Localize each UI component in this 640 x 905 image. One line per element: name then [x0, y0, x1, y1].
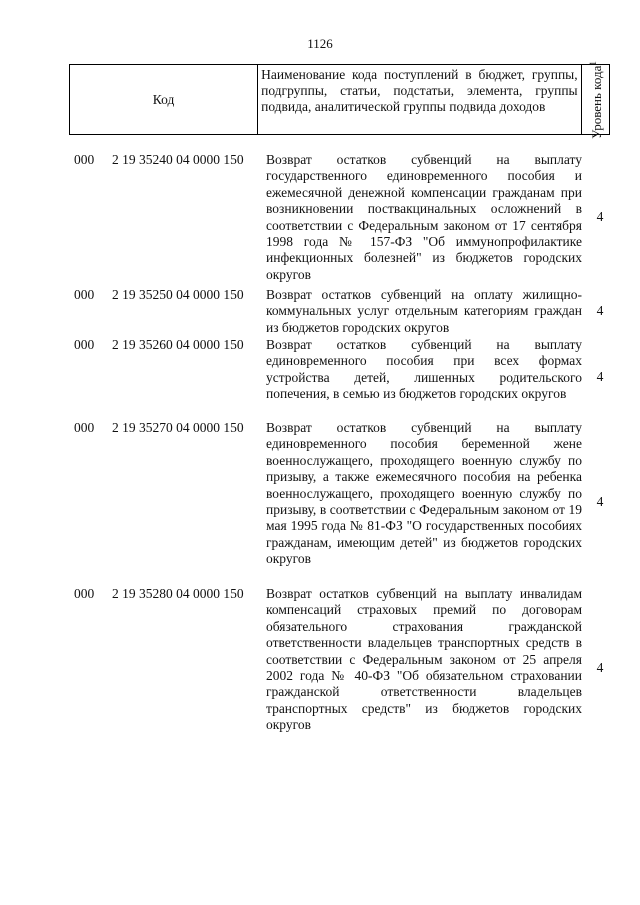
header-level-text: [587, 61, 603, 139]
admin-code: 000: [74, 337, 95, 352]
header-code: Код: [70, 65, 258, 135]
code-level: 4: [596, 303, 604, 318]
code-level: 4: [596, 369, 604, 384]
admin-code: 000: [74, 586, 95, 601]
revenue-name: Возврат остатков субвенций на выплату инвалидам компенсаций страховых премий по договорам обязательного страхования гражданской ответственности владельцев транспортных средств в соответствии с Федеральным законом от 25 апреля 2002 года № 40-ФЗ "Об обязательном страховании гражданской ответственности владельцев транспортных средств" из бюджетов городских округов: [266, 586, 582, 733]
admin-code: 000: [74, 152, 95, 167]
header-level: [581, 60, 609, 139]
code-level: 4: [596, 494, 604, 509]
code-level: 4: [596, 209, 604, 224]
revenue-code: 2 19 35280 04 0000 150: [112, 586, 244, 601]
footnote-marker: 1: [588, 60, 599, 66]
table-header: [69, 60, 610, 139]
header-name: Наименование кода поступлений в бюджет, группы, подгруппы, статьи, подстатьи, элемента, группы подвида, аналитической группы подвида доходов: [258, 65, 582, 135]
revenue-code: 2 19 35260 04 0000 150: [112, 337, 244, 352]
revenue-code: 2 19 35240 04 0000 150: [112, 152, 244, 167]
revenue-name: Возврат остатков субвенций на оплату жилищно-коммунальных услуг отдельным категориям граждан из бюджетов городских округов: [266, 287, 582, 335]
revenue-name: Возврат остатков субвенций на выплату государственного единовременного пособия и ежемесячной денежной компенсации гражданам при возникновении поствакцинальных осложнений в соответствии с Федеральным законом от 17 сентября 1998 года № 157-ФЗ "Об иммунопрофилактике инфекционных болезней" из бюджетов городских округов: [266, 152, 582, 282]
page-number: 1126: [307, 36, 333, 51]
revenue-code: 2 19 35270 04 0000 150: [112, 420, 244, 435]
code-level: 4: [596, 660, 604, 675]
admin-code: 000: [74, 287, 95, 302]
admin-code: 000: [74, 420, 95, 435]
revenue-code: 2 19 35250 04 0000 150: [112, 287, 244, 302]
revenue-name: Возврат остатков субвенций на выплату единовременного пособия беременной жене военнослужащего, проходящего военную службу по призыву, а также ежемесячного пособия на ребенка военнослужащего, проходящего военную службу по призыву, в соответствии с Федеральным законом от 19 мая 1995 года № 81-ФЗ "О государственных пособиях гражданам, имеющим детей" из бюджетов городских округов: [266, 420, 582, 567]
header-level-label: Уровень кода: [589, 65, 605, 139]
revenue-name: Возврат остатков субвенций на выплату единовременного пособия при всех формах устройства детей, лишенных родительского попечения, в семью из бюджетов городских округов: [266, 337, 582, 402]
